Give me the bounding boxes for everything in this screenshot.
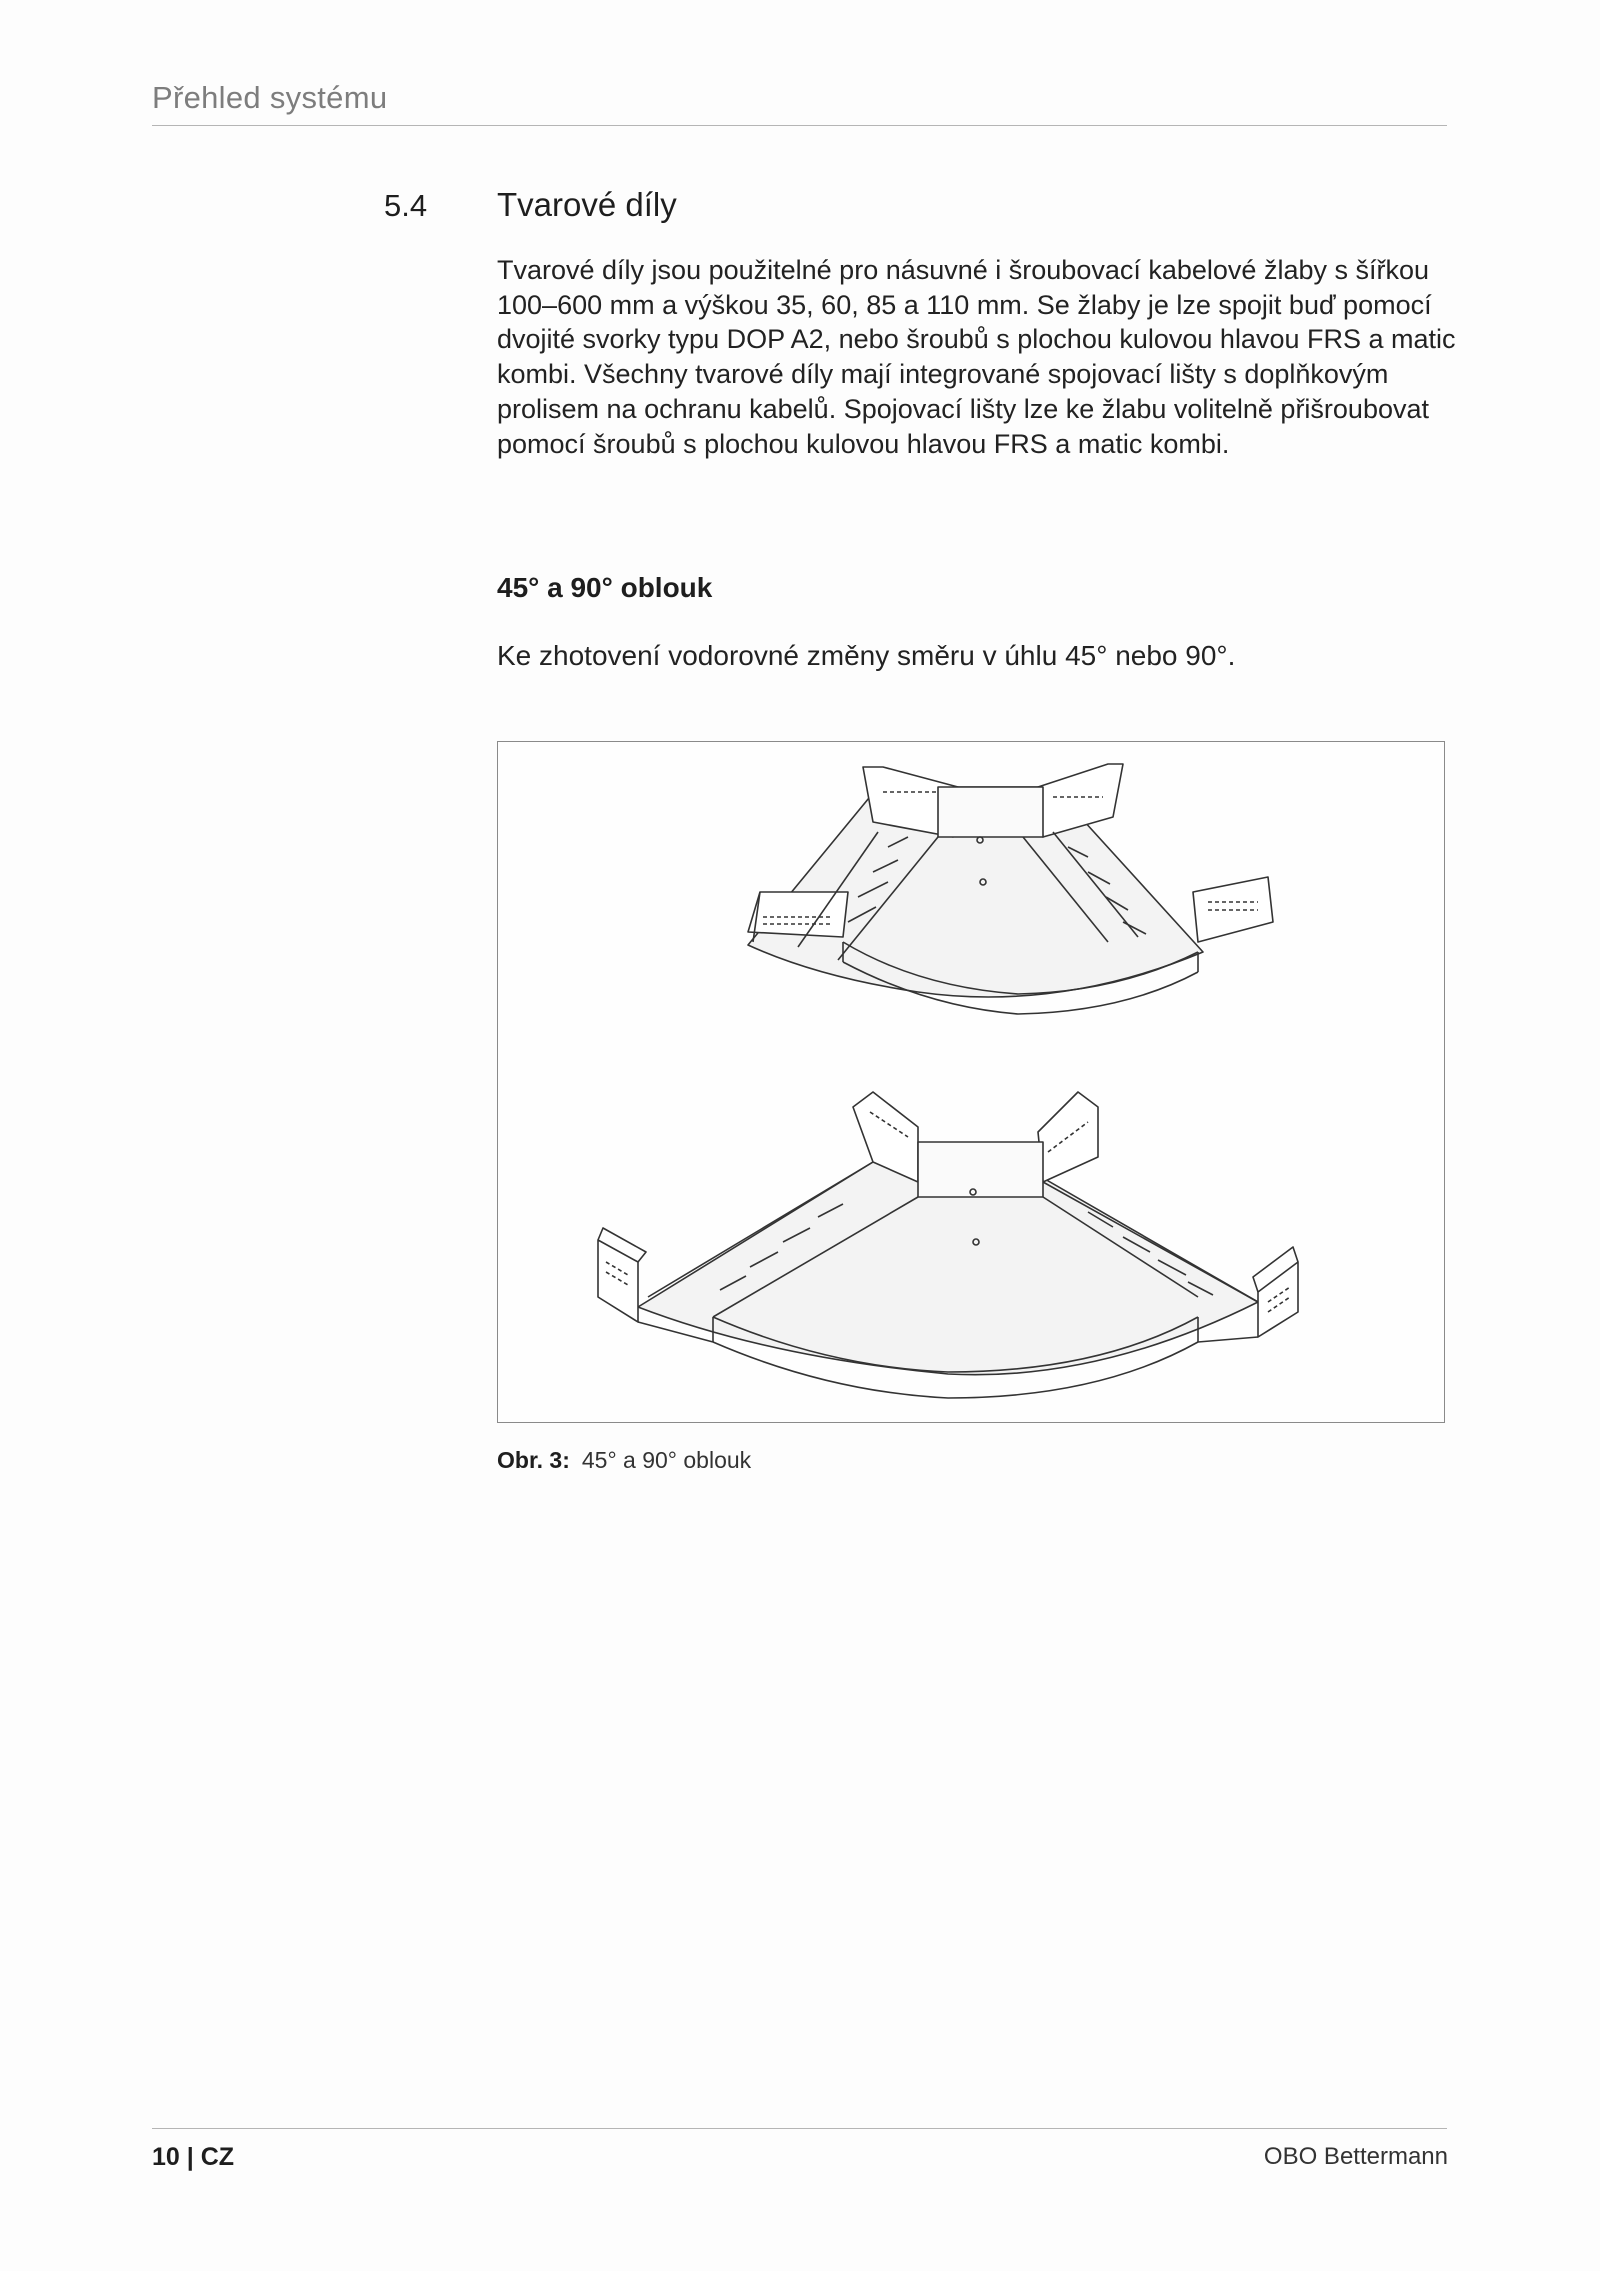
header-rule: [152, 125, 1447, 126]
caption-text: 45° a 90° oblouk: [581, 1447, 752, 1473]
running-header: Přehled systému: [152, 80, 388, 115]
subsection-title: 45° a 90° oblouk: [497, 572, 713, 603]
body-paragraph: Tvarové díly jsou použitelné pro násuvné i šroubovací kabelové žlaby s šířkou 100–600 mm a výškou 35, 60, 85 a 110 mm. Se žlaby je lze spojit buď pomocí dvojité svorky typu DOP A2, nebo šroubů s plochou kulovou hlavou FRS a matic kombi. Všechny tvarové díly mají integrované spojovací lišty s doplňkovým prolisem na ochranu kabelů. Spojovací lišty lze ke žlabu volitelně přišroubovat pomocí šroubů s plochou kulovou hlavou FRS a matic kombi.: [497, 255, 1456, 459]
section-title: Tvarové díly: [497, 186, 677, 223]
cable-tray-bends-illustration: [498, 742, 1446, 1424]
brand-name: OBO Bettermann: [1263, 2143, 1448, 2170]
bend-90-drawing: [598, 1092, 1298, 1398]
figure-caption: [497, 1447, 751, 1474]
subsection-lead: Ke zhotovení vodorovné změny směru v úhlu 45° nebo 90°.: [497, 640, 1236, 671]
figure-frame: [497, 741, 1445, 1423]
page-number: 10 | CZ: [152, 2143, 235, 2171]
section-number: 5.4: [384, 188, 428, 223]
caption-label: Obr. 3:: [497, 1447, 570, 1473]
bend-45-drawing: [748, 764, 1273, 1014]
footer-rule: [152, 2128, 1447, 2129]
